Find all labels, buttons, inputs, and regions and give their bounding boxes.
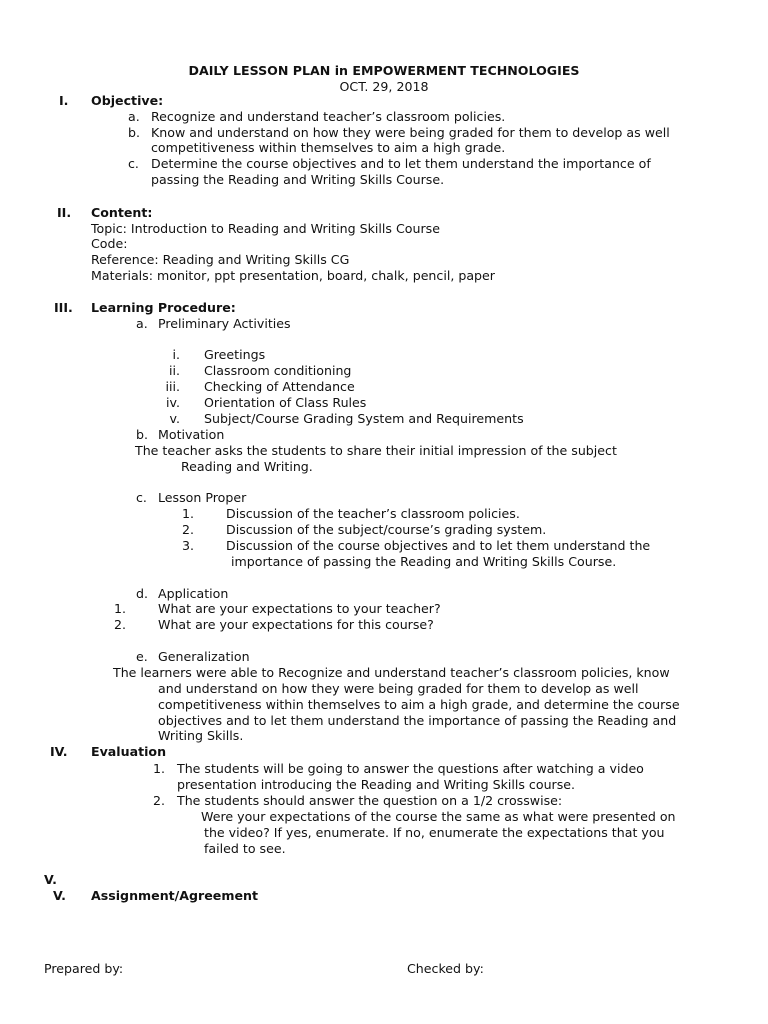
procedure-marker-b: b. — [136, 427, 148, 442]
section-heading-assignment: Assignment/Agreement — [91, 888, 258, 903]
stray-section-numeral: V. — [44, 872, 57, 887]
roman-marker: ii. — [168, 363, 180, 378]
roman-marker: v. — [169, 411, 180, 426]
section-numeral-objective: I. — [59, 93, 69, 108]
evaluation-marker: 2. — [153, 793, 166, 808]
motivation-label: Motivation — [158, 427, 225, 442]
procedure-marker-e: e. — [136, 649, 148, 664]
lesson-proper-label: Lesson Proper — [158, 490, 247, 505]
preliminary-item: Checking of Attendance — [204, 379, 355, 394]
application-question: What are your expectations to your teacher? — [158, 601, 441, 616]
content-code: Code: — [91, 236, 128, 251]
application-question: What are your expectations for this course? — [158, 617, 434, 632]
section-numeral-content: II. — [57, 205, 72, 220]
generalization-line: and understand on how they were being graded for them to develop as well — [158, 681, 639, 696]
objective-marker-b: b. — [128, 125, 140, 140]
lesson-item: Discussion of the teacher’s classroom policies. — [226, 506, 520, 521]
roman-marker: i. — [172, 347, 180, 362]
evaluation-line: the video? If yes, enumerate. If no, enumerate the expectations that you — [204, 825, 665, 840]
generalization-label: Generalization — [158, 649, 250, 664]
document-title: DAILY LESSON PLAN in EMPOWERMENT TECHNOLOGIES — [188, 63, 580, 78]
evaluation-line: failed to see. — [204, 841, 286, 856]
application-marker: 1. — [114, 601, 127, 616]
objective-marker-a: a. — [128, 109, 140, 124]
section-heading-evaluation: Evaluation — [91, 744, 167, 759]
section-heading-procedure: Learning Procedure: — [91, 300, 236, 315]
preliminary-item: Classroom conditioning — [204, 363, 352, 378]
lesson-marker: 1. — [182, 506, 195, 521]
lesson-item: Discussion of the course objectives and to let them understand the — [226, 538, 651, 553]
evaluation-line: Were your expectations of the course the same as what were presented on — [201, 809, 676, 824]
prepared-by-label: Prepared by: — [44, 961, 124, 976]
lesson-marker: 2. — [182, 522, 195, 537]
section-heading-objective: Objective: — [91, 93, 164, 108]
section-numeral-evaluation: IV. — [50, 744, 68, 759]
objective-line: Know and understand on how they were being graded for them to develop as well — [151, 125, 670, 140]
procedure-marker-c: c. — [136, 490, 147, 505]
generalization-line: competitiveness within themselves to aim a high grade, and determine the course — [158, 697, 680, 712]
objective-line: passing the Reading and Writing Skills Course. — [151, 172, 445, 187]
evaluation-line: presentation introducing the Reading and Writing Skills course. — [177, 777, 576, 792]
content-materials: Materials: monitor, ppt presentation, board, chalk, pencil, paper — [91, 268, 495, 283]
procedure-marker-a: a. — [136, 316, 148, 331]
motivation-line: Reading and Writing. — [181, 459, 313, 474]
content-reference: Reference: Reading and Writing Skills CG — [91, 252, 350, 267]
objective-line: competitiveness within themselves to aim a high grade. — [151, 140, 506, 155]
application-label: Application — [158, 586, 229, 601]
lesson-item: Discussion of the subject/course’s grading system. — [226, 522, 547, 537]
objective-line: Recognize and understand teacher’s classroom policies. — [151, 109, 506, 124]
document-date: OCT. 29, 2018 — [339, 79, 429, 94]
objective-line: Determine the course objectives and to let them understand the importance of — [151, 156, 651, 171]
section-numeral-procedure: III. — [54, 300, 73, 315]
evaluation-marker: 1. — [153, 761, 166, 776]
generalization-line: The learners were able to Recognize and understand teacher’s classroom policies, know — [113, 665, 670, 680]
lesson-marker: 3. — [182, 538, 195, 553]
evaluation-line: The students should answer the question on a 1/2 crosswise: — [177, 793, 563, 808]
motivation-line: The teacher asks the students to share their initial impression of the subject — [135, 443, 617, 458]
roman-marker: iii. — [165, 379, 180, 394]
generalization-line: objectives and to let them understand the importance of passing the Reading and — [158, 713, 677, 728]
checked-by-label: Checked by: — [407, 961, 484, 976]
preliminary-item: Subject/Course Grading System and Requirements — [204, 411, 524, 426]
preliminary-item: Greetings — [204, 347, 266, 362]
evaluation-line: The students will be going to answer the questions after watching a video — [177, 761, 644, 776]
objective-marker-c: c. — [128, 156, 139, 171]
lesson-item: importance of passing the Reading and Writing Skills Course. — [231, 554, 617, 569]
preliminary-activities-label: Preliminary Activities — [158, 316, 291, 331]
section-numeral-assignment: V. — [53, 888, 66, 903]
application-marker: 2. — [114, 617, 127, 632]
content-topic: Topic: Introduction to Reading and Writing Skills Course — [91, 221, 440, 236]
section-heading-content: Content: — [91, 205, 153, 220]
preliminary-item: Orientation of Class Rules — [204, 395, 367, 410]
roman-marker: iv. — [166, 395, 180, 410]
procedure-marker-d: d. — [136, 586, 148, 601]
generalization-line: Writing Skills. — [158, 728, 244, 743]
